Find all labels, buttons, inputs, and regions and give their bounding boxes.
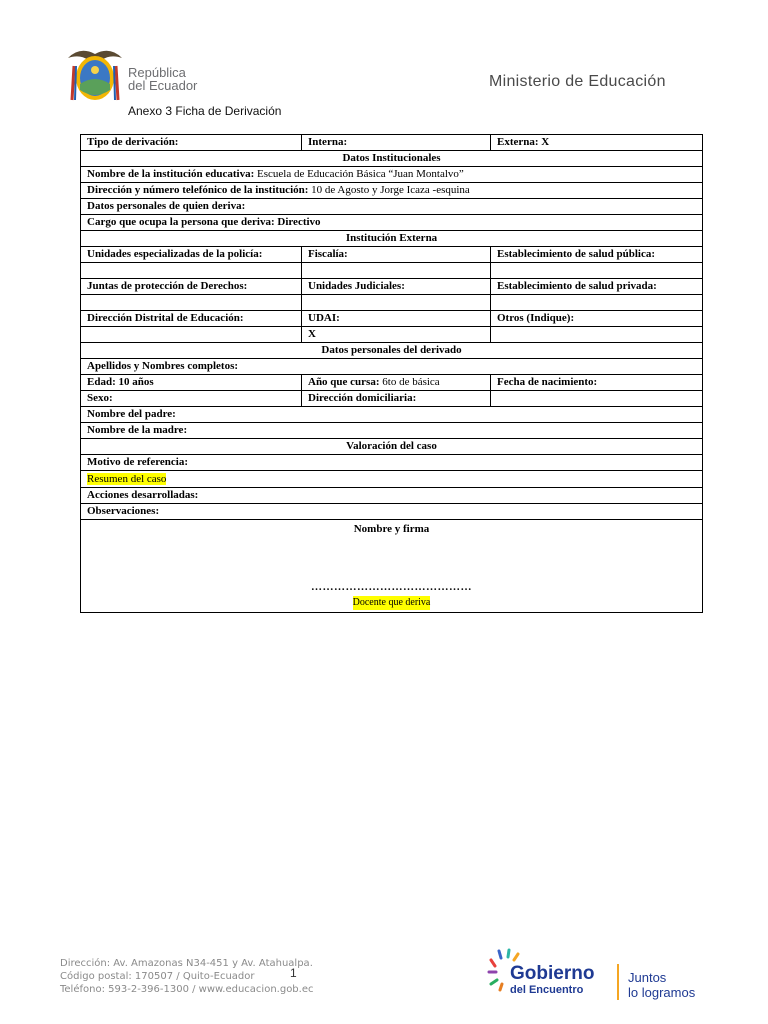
nombre-firma-label: Nombre y firma: [353, 523, 430, 535]
cargo-field[interactable]: Cargo que ocupa la persona que deriva: Directivo: [81, 215, 703, 231]
direccion-domiciliaria-field[interactable]: Dirección domiciliaria:: [302, 391, 491, 407]
fecha-nacimiento-field[interactable]: Fecha de nacimiento:: [491, 375, 703, 391]
udai-label: UDAI:: [302, 311, 491, 327]
nombre-padre-field[interactable]: Nombre del padre:: [81, 407, 703, 423]
interna-field[interactable]: Interna:: [302, 135, 491, 151]
direccion-institucion-field[interactable]: Dirección y número telefónico de la institución: 10 de Agosto y Jorge Icaza -esquina: [81, 183, 703, 199]
anio-cursa-field[interactable]: Año que cursa: 6to de básica: [302, 375, 491, 391]
otros-field[interactable]: [491, 327, 703, 343]
fiscalia-field[interactable]: [302, 263, 491, 279]
republica-del-ecuador-text: República del Ecuador: [128, 65, 198, 93]
domicilio-value-field[interactable]: [491, 391, 703, 407]
nombre-madre-field[interactable]: Nombre de la madre:: [81, 423, 703, 439]
sexo-field[interactable]: Sexo:: [81, 391, 302, 407]
footer-address: Dirección: Av. Amazonas N34-451 y Av. Atahualpa. Código postal: 170507 / Quito-Ecuador Teléfono: 593-2-396-1300 / www.educacion.gob.ec: [60, 958, 314, 995]
signature-line: ……………………………………: [311, 581, 472, 593]
salud-publica-label: Establecimiento de salud pública:: [491, 247, 703, 263]
resumen-caso-label: Resumen del caso: [87, 473, 167, 485]
salud-privada-field[interactable]: [491, 295, 703, 311]
juntas-label: Juntas de protección de Derechos:: [81, 279, 302, 295]
section-heading: Datos personales del derivado: [81, 343, 703, 359]
edad-field[interactable]: Edad: 10 años: [81, 375, 302, 391]
juntas-field[interactable]: [81, 295, 302, 311]
otros-label: Otros (Indique):: [491, 311, 703, 327]
salud-publica-field[interactable]: [491, 263, 703, 279]
unidades-policia-label: Unidades especializadas de la policía:: [81, 247, 302, 263]
section-heading: Datos Institucionales: [81, 151, 703, 167]
gobierno-title: Gobierno: [510, 963, 595, 984]
datos-quien-deriva-field[interactable]: Datos personales de quien deriva:: [81, 199, 703, 215]
direccion-distrital-label: Dirección Distrital de Educación:: [81, 311, 302, 327]
table-row: [81, 135, 703, 151]
docente-label: Docente que deriva: [352, 597, 431, 608]
divider: [617, 964, 619, 1000]
ministerio-title: Ministerio de Educación: [489, 73, 666, 90]
resumen-caso-field[interactable]: [81, 471, 703, 488]
page-number: 1: [290, 966, 297, 980]
externa-field[interactable]: Externa: X: [491, 135, 703, 151]
ecuador-coat-of-arms-logo: [66, 44, 124, 106]
section-heading: Institución Externa: [81, 231, 703, 247]
unidades-policia-field[interactable]: [81, 263, 302, 279]
section-heading: Valoración del caso: [81, 439, 703, 455]
del-encuentro-text: del Encuentro: [510, 984, 584, 996]
acciones-desarrolladas-field[interactable]: Acciones desarrolladas:: [81, 488, 703, 504]
salud-privada-label: Establecimiento de salud privada:: [491, 279, 703, 295]
unidades-judiciales-field[interactable]: [302, 295, 491, 311]
nombre-firma-field[interactable]: [81, 520, 703, 613]
tipo-derivacion-label: Tipo de derivación:: [81, 135, 302, 151]
derivation-form-table: [80, 134, 703, 613]
fiscalia-label: Fiscalía:: [302, 247, 491, 263]
anexo-title: Anexo 3 Ficha de Derivación: [128, 104, 282, 118]
apellidos-field[interactable]: Apellidos y Nombres completos:: [81, 359, 703, 375]
juntos-lo-logramos-text: Juntos lo logramos: [628, 970, 696, 1000]
unidades-judiciales-label: Unidades Judiciales:: [302, 279, 491, 295]
udai-field[interactable]: X: [302, 327, 491, 343]
nombre-institucion-field[interactable]: Nombre de la institución educativa: Escuela de Educación Básica “Juan Montalvo”: [81, 167, 703, 183]
observaciones-field[interactable]: Observaciones:: [81, 504, 703, 520]
motivo-referencia-field[interactable]: Motivo de referencia:: [81, 455, 703, 471]
direccion-distrital-field[interactable]: [81, 327, 302, 343]
